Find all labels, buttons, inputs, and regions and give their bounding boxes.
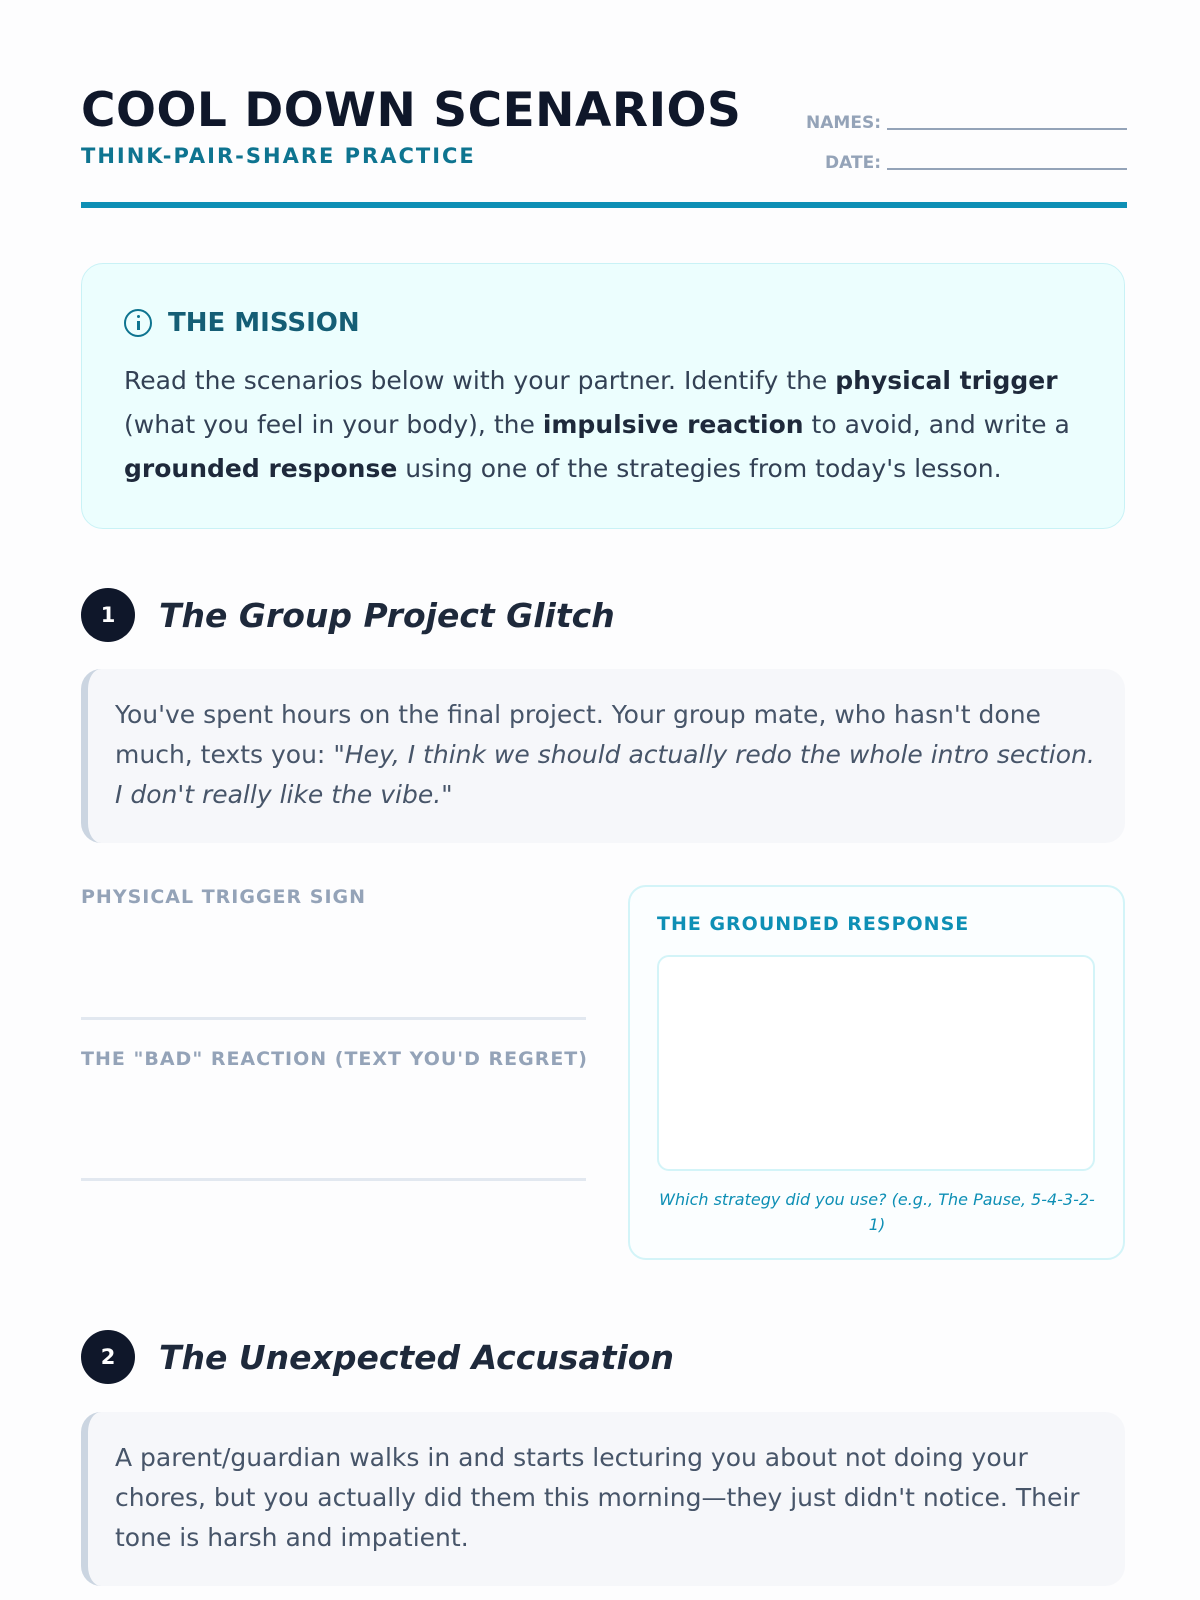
mission-instructions	[124, 359, 1104, 491]
trigger-answer-line[interactable]	[81, 1017, 586, 1020]
scenario-2-description	[81, 1412, 1125, 1586]
page-title: COOL DOWN SCENARIOS	[81, 83, 742, 138]
mission-title: THE MISSION	[168, 308, 360, 338]
mission-box	[81, 263, 1125, 529]
info-icon	[124, 309, 152, 337]
trigger-label: PHYSICAL TRIGGER SIGN	[81, 886, 367, 908]
page-header	[81, 78, 1127, 208]
date-field[interactable]	[887, 146, 1127, 170]
date-label: DATE:	[825, 153, 881, 173]
mission-bold-1: physical trigger	[835, 366, 1058, 395]
mission-heading	[124, 308, 360, 338]
scenario-title: The Group Project Glitch	[159, 595, 615, 635]
mission-text-2: (what you feel in your body), the	[124, 410, 543, 439]
scenario-1-heading	[81, 588, 615, 642]
mission-text-4: using one of the strategies from today's lesson.	[397, 454, 1002, 483]
scenario-number-badge: 2	[81, 1330, 135, 1384]
scenario-2-heading	[81, 1330, 674, 1384]
student-meta	[787, 94, 1127, 174]
mission-text-3: to avoid, and write a	[803, 410, 1070, 439]
scenario-number-badge: 1	[81, 588, 135, 642]
names-row	[787, 94, 1127, 134]
mission-text-1: Read the scenarios below with your partner. Identify the	[124, 366, 836, 395]
grounded-response-card	[628, 885, 1125, 1260]
names-label: NAMES:	[806, 113, 881, 133]
scenario-quote: "Hey, I think we should actually redo the whole intro section. I don't really like the vibe."	[115, 740, 1095, 809]
mission-bold-3: grounded response	[124, 454, 398, 483]
page-subtitle: THINK-PAIR-SHARE PRACTICE	[81, 144, 476, 168]
scenario-title: The Unexpected Accusation	[159, 1337, 674, 1377]
reaction-label: THE "BAD" REACTION (TEXT YOU'D REGRET)	[81, 1048, 588, 1070]
header-divider	[81, 202, 1127, 208]
names-field[interactable]	[887, 106, 1127, 130]
date-row	[787, 134, 1127, 174]
response-input[interactable]	[657, 955, 1095, 1171]
scenario-text: A parent/guardian walks in and starts lecturing you about not doing your chores, but you actually did them this morning—they just didn't notice. Their tone is harsh and impatient.	[115, 1443, 1080, 1552]
mission-bold-2: impulsive reaction	[542, 410, 804, 439]
reaction-answer-line[interactable]	[81, 1178, 586, 1181]
scenario-text: You've spent hours on the final project. Your group mate, who hasn't done much, texts you:	[115, 700, 1041, 769]
strategy-hint: Which strategy did you use? (e.g., The Pause, 5-4-3-2-1)	[659, 1190, 1095, 1234]
scenario-1-description	[81, 669, 1125, 843]
response-label: THE GROUNDED RESPONSE	[657, 913, 970, 935]
